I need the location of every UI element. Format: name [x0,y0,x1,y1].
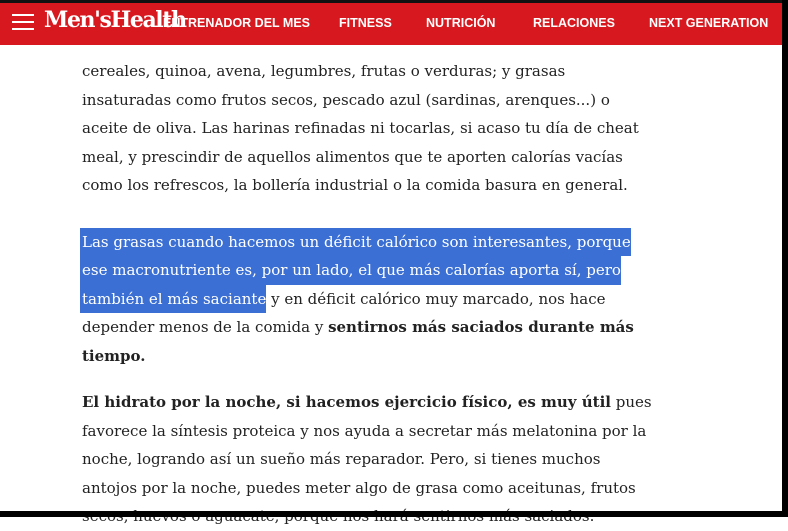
nav-item-nutricion[interactable]: NUTRICIÓN [426,16,496,30]
text-fragment: depender menos de la comida y [82,318,329,336]
text-line: antojos por la noche, puedes meter algo de grasa como aceitunas, frutos [82,478,636,497]
text-fragment: pues [610,393,652,411]
text-line: meal, y prescindir de aquellos alimentos que te aporten calorías vacías [82,147,623,166]
site-header [0,0,788,45]
menu-icon[interactable] [12,14,34,31]
text-line [82,228,642,257]
text-fragment: y en déficit calórico muy marcado, nos hace [271,289,606,308]
paragraph-fats [82,228,642,371]
bold-text: sentirnos más saciados durante más [328,318,634,336]
nav-item-entrenador[interactable]: ENTRENADOR DEL MES [163,16,311,30]
selected-text[interactable]: ese macronutriente es, por un lado, el que más calorías aporta sí, pero [80,256,621,285]
paragraph-carbs [82,57,642,200]
window-edge [782,0,788,517]
text-line [82,256,642,285]
paragraph-night-carbs [82,388,652,531]
nav-item-relaciones[interactable]: RELACIONES [533,16,615,30]
text-line: como los refrescos, la bollería industrial o la comida basura en general. [82,176,628,194]
selected-text[interactable]: también el más saciante [80,285,266,314]
bold-text: tiempo. [82,346,146,365]
text-line: noche, logrando así un sueño más reparador. Pero, si tienes muchos [82,450,601,468]
text-line [82,342,642,371]
window-edge [0,511,788,517]
text-line: aceite de oliva. Las harinas refinadas ni tocarlas, si acaso tu día de cheat [82,119,639,137]
text-line: cereales, quinoa, avena, legumbres, frutas o verduras; y grasas [82,62,566,80]
text-line [82,388,652,417]
bold-text: El hidrato por la noche, si hacemos ejercicio físico, es muy útil [82,393,611,411]
nav-item-next-generation[interactable]: NEXT GENERATION [649,16,769,30]
nav-item-fitness[interactable]: FITNESS [339,16,392,30]
text-line: favorece la síntesis proteica y nos ayuda a secretar más melatonina por la [82,421,647,440]
text-line [82,285,642,314]
text-line: insaturadas como frutos secos, pescado azul (sardinas, arenques...) o [82,90,610,109]
selected-text[interactable]: Las grasas cuando hacemos un déficit calórico son interesantes, porque [80,228,631,257]
article-body [82,45,652,531]
site-logo[interactable]: Men'sHealth [44,7,186,33]
text-line [82,313,642,342]
